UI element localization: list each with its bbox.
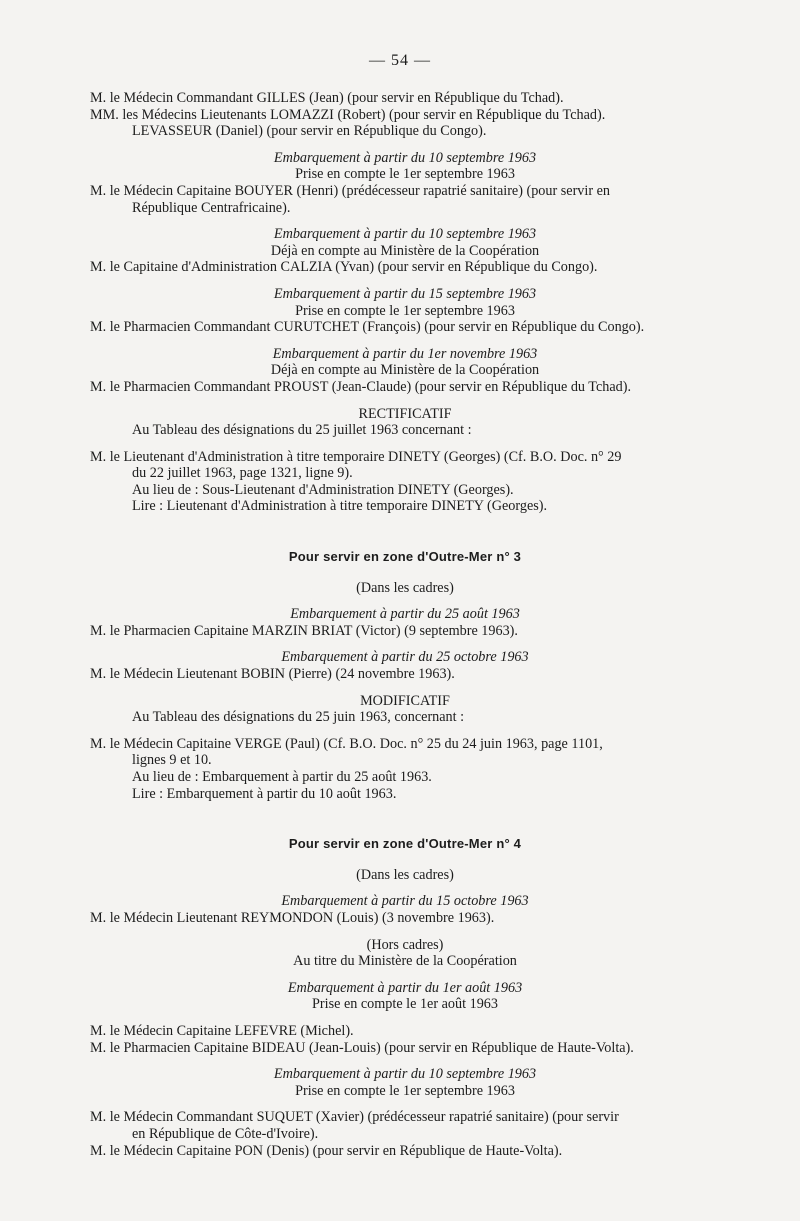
entry-continuation: LEVASSEUR (Daniel) (pour servir en République du Congo). [132, 123, 487, 140]
embarkation-date: Embarquement à partir du 15 septembre 1963 [273, 285, 537, 302]
entry-continuation: Lire : Lieutenant d'Administration à titre temporaire DINETY (Georges). [132, 498, 548, 515]
embarkation-date: Embarquement à partir du 25 octobre 1963 [281, 649, 529, 666]
entry-line: M. le Pharmacien Capitaine MARZIN BRIAT (Victor) (9 septembre 1963). [90, 622, 518, 639]
spacer [90, 1013, 720, 1023]
spacer [90, 802, 720, 836]
entry-continuation: lignes 9 et 10. [132, 752, 212, 769]
spacer [90, 1099, 720, 1109]
embarkation-date: Embarquement à partir du 10 septembre 1963 [273, 149, 537, 166]
spacer [90, 883, 720, 893]
entry-line: M. le Capitaine d'Administration CALZIA (Yvan) (pour servir en République du Congo). [90, 259, 598, 276]
entry-line: M. le Médecin Capitaine LEFEVRE (Michel). [90, 1022, 354, 1039]
entry-line: M. le Médecin Capitaine BOUYER (Henri) (prédécesseur rapatrié sanitaire) (pour servir en [90, 182, 611, 199]
centered-line: Prise en compte le 1er août 1963 [312, 996, 498, 1013]
spacer [90, 439, 720, 449]
document-body [90, 90, 720, 1159]
entry-continuation: Au lieu de : Sous-Lieutenant d'Administration DINETY (Georges). [132, 481, 514, 498]
entry-line: M. le Pharmacien Commandant CURUTCHET (François) (pour servir en République du Congo). [90, 319, 645, 336]
entry-line: M. le Médecin Lieutenant REYMONDON (Louis) (3 novembre 1963). [90, 909, 495, 926]
designation-entry [90, 449, 720, 515]
designation-entry [90, 736, 720, 802]
entry-continuation: Au lieu de : Embarquement à partir du 25 août 1963. [132, 769, 432, 785]
spacer [90, 276, 720, 286]
designation-entry [90, 1109, 720, 1142]
entry-continuation: Lire : Embarquement à partir du 10 août 1963. [132, 785, 397, 802]
designation-entry [90, 379, 720, 396]
spacer [90, 1056, 720, 1066]
designation-entry [90, 107, 720, 140]
spacer [90, 853, 720, 867]
spacer [90, 336, 720, 346]
embarkation-date: Embarquement à partir du 10 septembre 1963 [273, 226, 537, 243]
entry-line: MM. les Médecins Lieutenants LOMAZZI (Robert) (pour servir en République du Tchad). [90, 106, 606, 123]
centered-line: Prise en compte le 1er septembre 1963 [295, 302, 515, 319]
embarkation-date: Embarquement à partir du 10 septembre 1963 [273, 1066, 537, 1083]
spacer [90, 396, 720, 406]
entry-continuation: en République de Côte-d'Ivoire). [132, 1125, 319, 1142]
centered-line: Prise en compte le 1er septembre 1963 [295, 166, 515, 183]
designation-entry [90, 319, 720, 336]
designation-entry [90, 623, 720, 640]
spacer [90, 216, 720, 226]
entry-line: M. le Médecin Capitaine PON (Denis) (pour servir en République de Haute-Volta). [90, 1142, 563, 1159]
centered-line: (Hors cadres) [366, 936, 444, 953]
embarkation-date: Embarquement à partir du 15 octobre 1963 [281, 893, 529, 910]
centered-line: Au titre du Ministère de la Coopération [293, 953, 517, 970]
spacer [90, 927, 720, 937]
centered-line: MODIFICATIF [360, 692, 450, 709]
entry-line: M. le Lieutenant d'Administration à titre temporaire DINETY (Georges) (Cf. B.O. Doc. n° 29 [90, 448, 622, 465]
section-heading: Pour servir en zone d'Outre-Mer n° 3 [288, 549, 522, 565]
designation-entry [90, 666, 720, 683]
entry-line: M. le Médecin Commandant GILLES (Jean) (pour servir en République du Tchad). [90, 90, 564, 106]
spacer [90, 566, 720, 580]
designation-entry [90, 910, 720, 927]
designation-entry [90, 90, 720, 107]
spacer [90, 140, 720, 150]
entry-line: M. le Pharmacien Capitaine BIDEAU (Jean-Louis) (pour servir en République de Haute-Volta). [90, 1039, 634, 1056]
designation-entry [90, 1143, 720, 1160]
centered-line: Déjà en compte au Ministère de la Coopération [270, 362, 540, 379]
spacer [90, 515, 720, 549]
centered-line: Déjà en compte au Ministère de la Coopération [270, 242, 540, 259]
entry-line: M. le Médecin Capitaine VERGE (Paul) (Cf. B.O. Doc. n° 25 du 24 juin 1963, page 1101, [90, 735, 603, 752]
page-number: — 54 — [369, 52, 431, 69]
entry-line: M. le Pharmacien Commandant PROUST (Jean-Claude) (pour servir en République du Tchad). [90, 378, 632, 395]
centered-line: (Dans les cadres) [356, 579, 454, 596]
spacer [90, 596, 720, 606]
designation-entry [90, 1040, 720, 1057]
designation-entry [90, 1023, 720, 1040]
designation-entry [90, 259, 720, 276]
spacer [90, 639, 720, 649]
centered-line: RECTIFICATIF [358, 405, 452, 422]
spacer [90, 683, 720, 693]
spacer [90, 726, 720, 736]
section-heading: Pour servir en zone d'Outre-Mer n° 4 [288, 836, 522, 852]
entry-continuation: République Centrafricaine). [132, 199, 291, 216]
entry-line: M. le Médecin Lieutenant BOBIN (Pierre) (24 novembre 1963). [90, 666, 455, 683]
centered-line: Prise en compte le 1er septembre 1963 [295, 1082, 515, 1099]
spacer [90, 970, 720, 980]
centered-line: (Dans les cadres) [356, 866, 454, 883]
entry-continuation: du 22 juillet 1963, page 1321, ligne 9). [132, 465, 353, 482]
table-reference: Au Tableau des désignations du 25 juillet 1963 concernant : [132, 422, 472, 439]
designation-entry [90, 183, 720, 216]
embarkation-date: Embarquement à partir du 1er novembre 1963 [272, 345, 538, 362]
embarkation-date: Embarquement à partir du 25 août 1963 [290, 606, 520, 623]
embarkation-date: Embarquement à partir du 1er août 1963 [287, 979, 523, 996]
entry-line: M. le Médecin Commandant SUQUET (Xavier) (prédécesseur rapatrié sanitaire) (pour servir [90, 1109, 619, 1126]
table-reference: Au Tableau des désignations du 25 juin 1963, concernant : [132, 709, 465, 726]
